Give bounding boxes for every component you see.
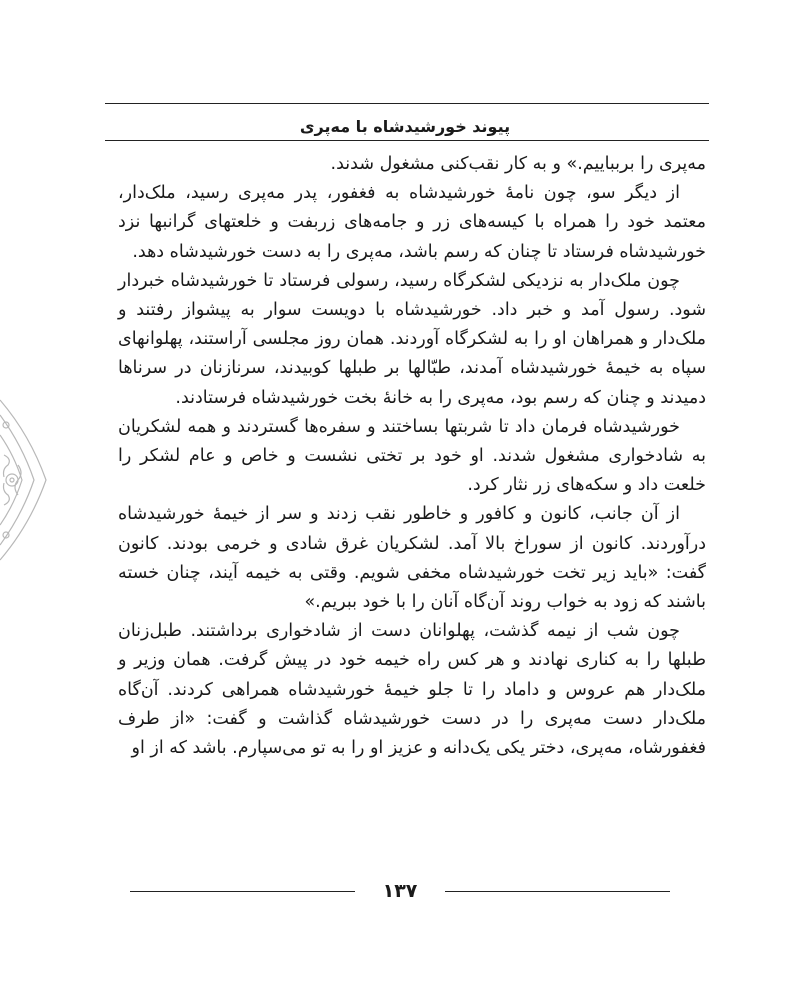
header-bottom-rule [105,140,709,141]
header-top-rule [105,103,709,104]
paragraph: از دیگر سو، چون نامهٔ خورشیدشاه به فغفور، پدر مه‌پری رسید، ملک‌دار، معتمد خود را همراه با کیسه‌های زر و جامه‌های زربفت و خلعتهای گرانبها نزد خورشیدشاه فرستاد تا چنان که رسم باشد، مه‌پری را به دست خورشیدشاه دهد. [118,183,706,262]
footer-rule-left [130,891,355,892]
paragraph: مه‌پری را بربباییم.» و به کار نقب‌کنی مشغول شدند. [330,154,706,174]
paragraph: چون شب از نیمه گذشت، پهلوانان دست از شادخواری برداشتند. طبل‌زنان طبلها را به کناری نهادند و هر کس راه خیمه خود در پیش گرفت. همان وزیر و ملک‌دار هم عروس و داماد را تا جلو خیمهٔ خورشیدشاه همراهی کردند. آن‌گاه ملک‌دار دست مه‌پری را در دست خورشیدشاه گذاشت و گفت: «از طرف فغفورشاه، مه‌پری، دختر یکی یک‌دانه و عزیز او را به تو می‌سپارم. باشد که از او [118,621,706,759]
body-text [118,150,706,763]
page-number: ۱۳۷ [382,880,418,902]
footer-rule-right [445,891,670,892]
floral-ornament-icon [0,395,50,565]
running-header-title: پیوند خورشیدشاه با مه‌پری [299,117,511,136]
paragraph: خورشیدشاه فرمان داد تا شربتها بساختند و سفره‌ها گستردند و همه لشکریان به شادخواری مشغول شدند. او خود بر تختی نشست و خاص و عام لشکر را خلعت داد و سکه‌های زر نثار کرد. [118,416,706,496]
paragraph: چون ملک‌دار به نزدیکی لشکرگاه رسید، رسولی فرستاد تا خورشیدشاه خبردار شود. رسول آمد و خبر داد. خورشیدشاه با دویست سوار به پیشواز رفتند و ملک‌دار و همراهان او را به لشکرگاه آوردند. همان روز مجلسی آراستند، پهلوانهای سپاه به خیمهٔ خورشیدشاه آمدند، طبّالها بر طبلها کوبیدند، سرنازنان در سرناها دمیدند و چنان که رسم بود، مه‌پری را به خانهٔ بخت خورشیدشاه فرستادند. [118,270,706,408]
paragraph: از آن جانب، کانون و کافور و خاطور نقب زدند و سر از خیمهٔ خورشیدشاه درآوردند. کانون از سوراخ بالا آمد. لشکریان غرق شادی و خرمی بودند. کانون گفت: «باید زیر تخت خورشیدشاه مخفی شویم. وقتی به خیمه آیند، چنان خسته باشند که زود به خواب روند آن‌گاه آنان را با خود ببریم.» [118,504,706,613]
